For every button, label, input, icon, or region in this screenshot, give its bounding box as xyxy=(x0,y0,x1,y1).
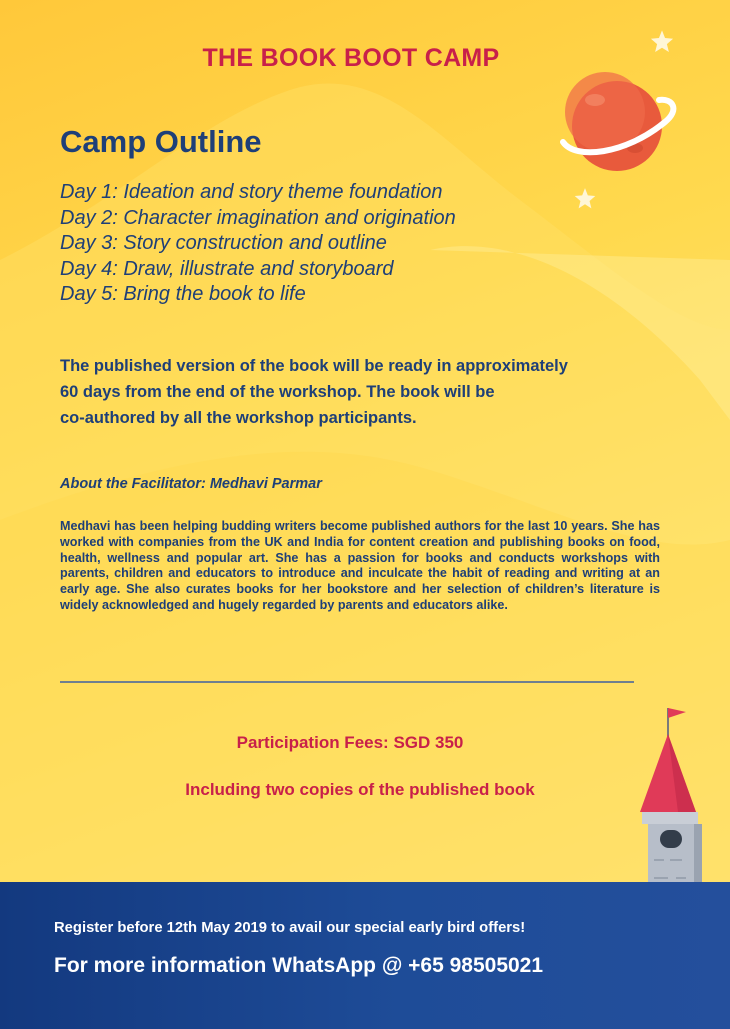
day-item: Day 4: Draw, illustrate and storyboard xyxy=(60,257,394,280)
facilitator-heading: About the Facilitator: Medhavi Parmar xyxy=(60,476,322,492)
whatsapp-contact: For more information WhatsApp @ +65 98505021 xyxy=(54,954,544,977)
published-line: 60 days from the end of the workshop. The book will be xyxy=(60,383,495,401)
star-icon xyxy=(572,186,598,212)
register-offer: Register before 12th May 2019 to avail our special early bird offers! xyxy=(54,920,526,936)
fees-note: Including two copies of the published book xyxy=(185,780,535,799)
day-item: Day 1: Ideation and story theme foundation xyxy=(60,181,443,203)
published-line: The published version of the book will be ready in approximately xyxy=(60,357,568,375)
day-item: Day 3: Story construction and outline xyxy=(60,232,387,254)
participation-fees: Participation Fees: SGD 350 xyxy=(236,733,464,752)
camp-outline-heading: Camp Outline xyxy=(60,124,262,159)
published-line: co-authored by all the workshop participants. xyxy=(60,409,417,427)
day-list xyxy=(60,180,456,308)
page-title: THE BOOK BOOT CAMP xyxy=(202,44,500,72)
day-item: Day 2: Character imagination and origination xyxy=(60,206,456,229)
divider xyxy=(60,681,634,683)
day-item: Day 5: Bring the book to life xyxy=(60,283,306,305)
planet-icon xyxy=(555,70,680,180)
facilitator-bio: Medhavi has been helping budding writers become published authors for the last 10 years. She has worked with companies from the UK and India for content creation and publishing books on food, health, wellness and popular art. She has a passion for books and conducts workshops with parents, children and educators to introduce and inculcate the habit of reading and writing at an early age. She also curates books for her bookstore and her selection of children’s literature is widely acknowledged and hugely regarded by parents and educators alike. xyxy=(60,519,660,612)
published-info xyxy=(60,353,680,431)
